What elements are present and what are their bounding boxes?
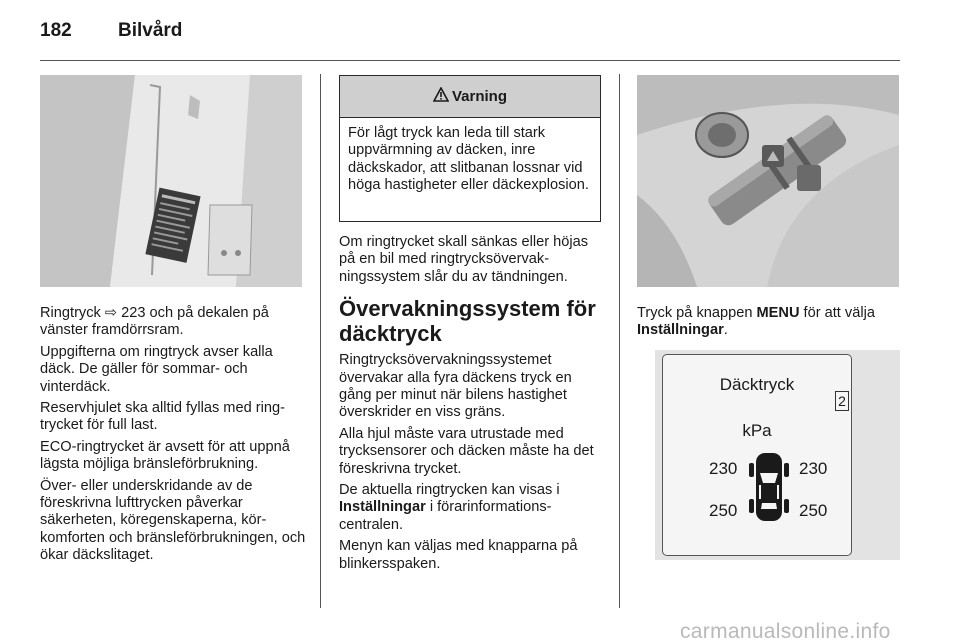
column-divider-1: [320, 74, 321, 608]
rear-right-pressure: 250: [799, 501, 828, 520]
paragraph: Uppgifterna om ringtryck avser kalla däck. De gäller för sommar- och vinterdäck.: [40, 343, 273, 395]
paragraph: Om ringtrycket skall sänkas eller höjas på en bil med ringtrycksövervakningssystem slår du av tändningen.: [339, 234, 588, 285]
column-3-text: [637, 305, 905, 344]
section-title: Bilvård: [118, 20, 183, 41]
front-left-pressure: 230: [709, 459, 738, 478]
door-frame-illustration: [40, 75, 302, 287]
paragraph: Menyn kan väljas med knapparna på blinkersspaken.: [339, 538, 578, 572]
rear-left-pressure: 250: [709, 501, 738, 520]
display-title: Däcktryck: [719, 375, 795, 394]
car-top-view-icon: [745, 451, 793, 528]
warning-triangle-icon: [433, 87, 449, 106]
page-header: [40, 20, 182, 44]
header-rule: [40, 60, 900, 61]
paragraph: Ringtryck ⇨ 223 och på dekalen på vänster framdörrsram.: [40, 305, 269, 339]
text-run: .: [723, 322, 728, 339]
page-indicator: 2: [835, 391, 849, 411]
tire-pressure-display: [662, 354, 852, 556]
figure-caption: [637, 305, 905, 340]
paragraph: Alla hjul måste vara utrustade med trycksensorer och däcken måste ha det föreskrivna trycket.: [339, 425, 594, 477]
paragraph: [339, 482, 607, 534]
warning-header: [340, 76, 600, 118]
column-1-text: [40, 305, 308, 569]
subsection-heading: Övervakningssystem för däcktryck: [339, 296, 596, 347]
paragraph: Ringtrycksövervakningssystemet övervakar alla fyra däckens tryck en gång per minut när bilens hastighet överskrider en viss gräns.: [339, 352, 572, 421]
text-run: i förarinformationscentralen.: [339, 499, 552, 533]
paragraph: ECO-ringtrycket är avsett för att uppnå lägsta möjliga bränsleförbrukning.: [40, 438, 290, 473]
menu-term: Inställningar: [339, 499, 426, 516]
lever-figure: [637, 75, 899, 287]
text-run: De aktuella ringtrycken kan visas i: [339, 482, 560, 499]
front-right-pressure: 230: [799, 459, 828, 478]
text-run: Tryck på knappen: [637, 305, 757, 321]
warning-title: Varning: [451, 88, 507, 105]
page-number: 182: [40, 20, 72, 41]
warning-text: För lågt tryck kan leda till stark uppvärmning av däcken, inre däckskador, att slitbanan lossnar vid höga hastigheter eller däckexplosion.: [348, 125, 589, 194]
door-frame-figure: [40, 75, 302, 287]
text-run: för att välja: [799, 305, 875, 321]
lever-illustration: [637, 75, 899, 287]
column-2-text: [339, 234, 607, 577]
paragraph: Reservhjulet ska alltid fyllas med ringtrycket för full last.: [40, 400, 285, 434]
paragraph: Över- eller underskridande av de föreskrivna lufttrycken påverkar säkerheten, köregenskaperna, körkomforten och bränsleförbrukningen, och ökar däckslitaget.: [40, 477, 306, 564]
watermark: carmanualsonline.info: [680, 620, 891, 642]
menu-term: Inställningar: [637, 322, 724, 339]
warning-box: [339, 75, 601, 222]
column-divider-2: [619, 74, 620, 608]
menu-button-term: MENU: [756, 305, 800, 321]
pressure-unit: kPa: [742, 421, 772, 440]
